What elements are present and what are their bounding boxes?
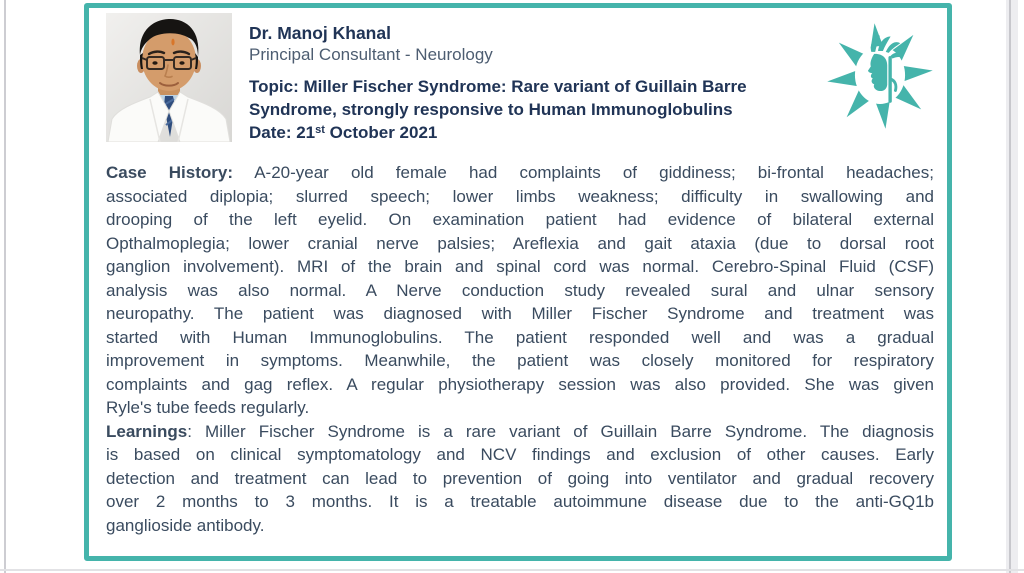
text-line: Opthalmoplegia; lower cranial nerve palsies; Areflexia and gait ataxia (due to dorsal root: [106, 233, 934, 253]
neurology-star-brain-logo-icon: [826, 13, 934, 141]
text-line: is based on clinical symptomatology and NCV findings and exclusion of other causes. Early: [106, 445, 934, 464]
text-line: over 2 months to 3 months. It is a treatable autoimmune disease due to the anti-GQ1b: [106, 492, 934, 511]
text-line: ganglion involvement). MRI of the brain and spinal cord was normal. Cerebro-Spinal Fluid (CSF): [106, 257, 934, 276]
text-line: Case History: A-20-year old female had complaints of giddiness; bi-frontal headaches;: [106, 163, 934, 182]
text-line: detection and treatment can lead to prevention of going into ventilator and gradual recovery: [106, 468, 934, 488]
case-history-paragraph: [106, 161, 934, 420]
doctor-title: Principal Consultant - Neurology: [249, 45, 493, 64]
text-line: neuropathy. The patient was diagnosed with Miller Fischer Syndrome and treatment was: [106, 304, 934, 323]
text-line: Learnings: Miller Fischer Syndrome is a rare variant of Guillain Barre Syndrome. The diagnosis: [106, 421, 934, 441]
case-history-label: Case History:: [106, 163, 234, 182]
text-line: analysis was also normal. A Nerve conduction study revealed sural and ulnar sensory: [106, 280, 934, 300]
learnings-paragraph: [106, 420, 934, 538]
topic-line-1: Topic: Miller Fischer Syndrome: Rare variant of Guillain Barre: [249, 77, 747, 96]
text-line: started with Human Immunoglobulins. The patient responded well and was a gradual: [106, 327, 934, 347]
text-line: improvement in symptoms. Meanwhile, the patient was closely monitored for respiratory: [106, 351, 934, 370]
text-line: complaints and gag reflex. A regular physiotherapy session was also provided. She was given: [106, 374, 934, 394]
header: [106, 13, 934, 147]
screenshot-right-edge: [1009, 0, 1011, 573]
learnings-label: Learnings: [106, 421, 188, 441]
case-study-card: [84, 3, 952, 561]
screenshot-bottom-edge: [0, 569, 1024, 571]
doctor-photo: [106, 13, 232, 142]
topic: [249, 75, 826, 121]
case-text: [106, 161, 934, 537]
header-text-block: [249, 13, 826, 147]
date-prefix: Date: 21: [249, 123, 316, 142]
text-line: drooping of the left eyelid. On examination patient had evidence of bilateral external: [106, 210, 934, 229]
text-line: Ryle's tube feeds regularly.: [106, 398, 310, 417]
topic-line-2: Syndrome, strongly responsive to Human Immunoglobulins: [249, 100, 733, 119]
screenshot-left-edge: [4, 0, 6, 573]
date: [249, 121, 826, 147]
doctor-name: Dr. Manoj Khanal: [249, 23, 391, 43]
text-line: ganglioside antibody.: [106, 515, 265, 535]
date-ordinal: st: [315, 124, 325, 136]
screenshot-right-shadow: [1006, 0, 1018, 573]
text-line: associated diplopia; slurred speech; lower limbs weakness; difficulty in swallowing and: [106, 186, 934, 206]
date-suffix: October 2021: [324, 123, 438, 142]
